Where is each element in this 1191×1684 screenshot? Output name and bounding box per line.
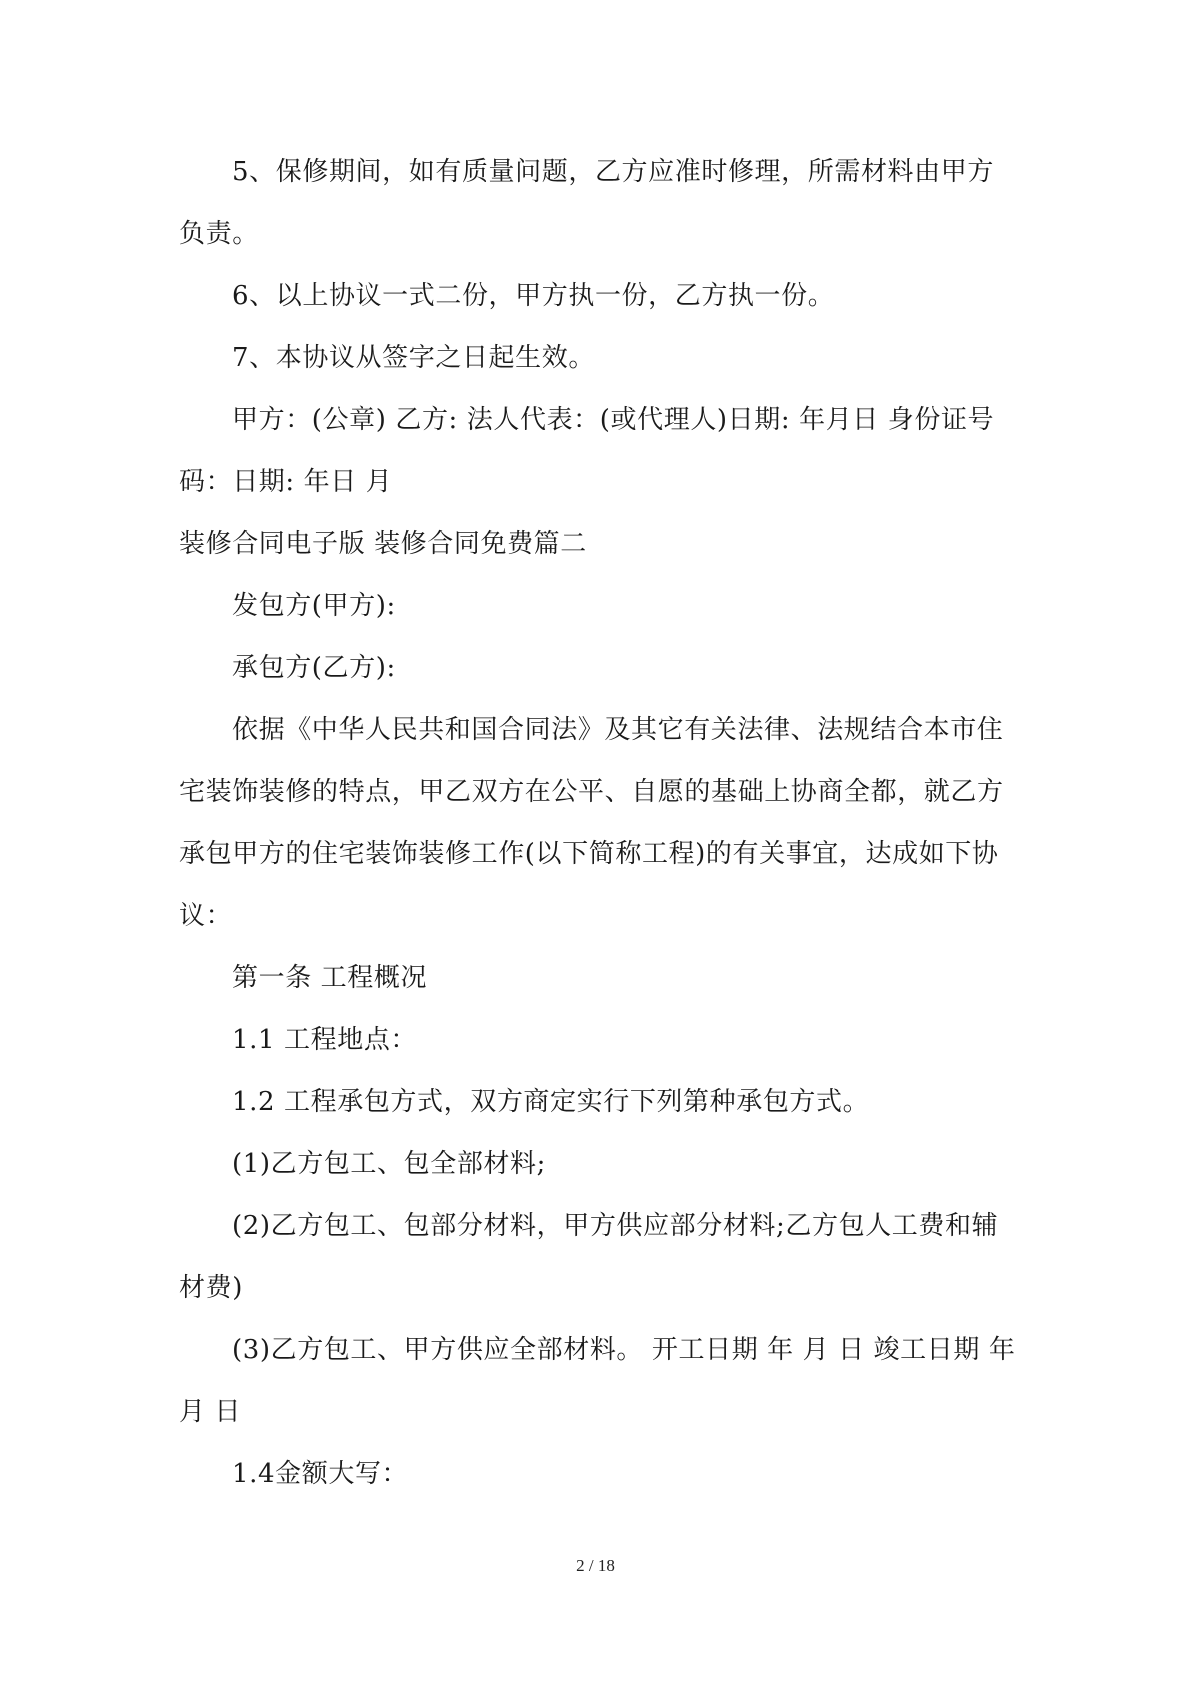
option-2: (2)乙方包工、包部分材料，甲方供应部分材料;乙方包人工费和辅材费)	[179, 1211, 999, 1303]
paragraph-warranty-repair: 5、保修期间，如有质量问题，乙方应准时修理，所需材料由甲方负责。	[179, 157, 994, 249]
section-heading: 装修合同电子版 装修合同免费篇二	[179, 529, 587, 559]
page-number: 2 / 18	[576, 1556, 615, 1575]
paragraph-party-b: 承包方(乙方):	[232, 653, 396, 683]
option-3: (3)乙方包工、甲方供应全部材料。 开工日期 年 月 日 竣工日期 年 月 日	[179, 1335, 1016, 1427]
clause-1-4: 1.4金额大写：	[232, 1459, 409, 1489]
paragraph-copies: 6、以上协议一式二份，甲方执一份，乙方执一份。	[232, 281, 835, 311]
clause-1-1: 1.1 工程地点：	[232, 1025, 418, 1055]
paragraph-party-a: 发包方(甲方):	[232, 591, 396, 621]
body-text	[179, 141, 1017, 1505]
option-1: (1)乙方包工、包全部材料;	[232, 1149, 546, 1179]
clause-1-2: 1.2 工程承包方式，双方商定实行下列第种承包方式。	[232, 1087, 870, 1117]
article-heading: 第一条 工程概况	[232, 963, 428, 993]
paragraph-effective: 7、本协议从签字之日起生效。	[232, 343, 595, 373]
paragraph-signatures: 甲方：(公章) 乙方: 法人代表：(或代理人)日期: 年月日 身份证号码：日期: 年日 月	[179, 405, 995, 497]
paragraph-basis: 依据《中华人民共和国合同法》及其它有关法律、法规结合本市住宅装饰装修的特点，甲乙双方在公平、自愿的基础上协商全都，就乙方承包甲方的住宅装饰装修工作(以下简称工程)的有关事宜，达成如下协议：	[179, 715, 1004, 931]
